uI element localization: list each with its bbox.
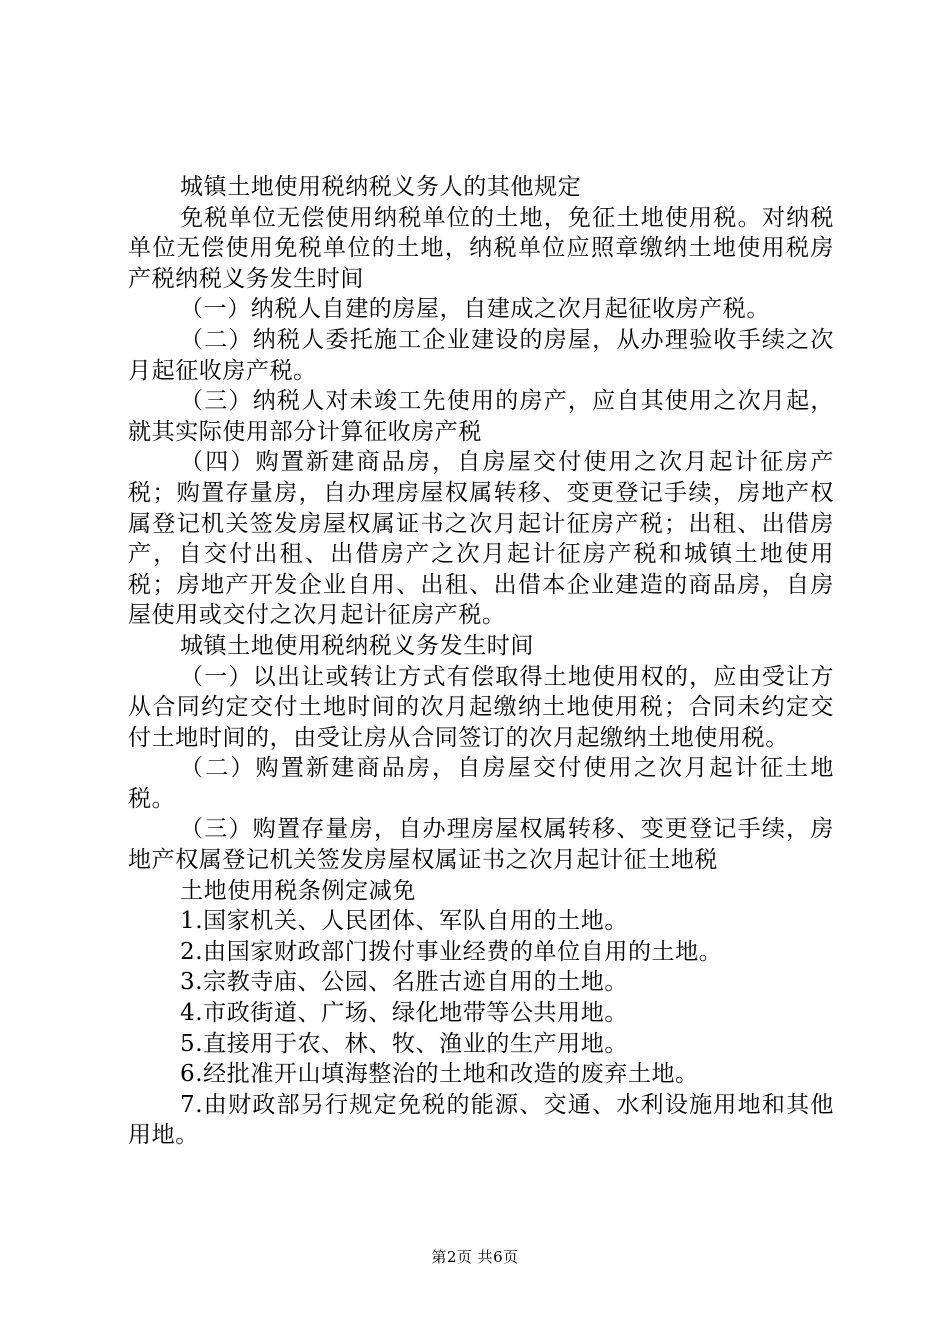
paragraph-heading-exemptions: 土地使用税条例定减免 <box>180 877 416 904</box>
paragraph-land-item-3: （三）购置存量房，自办理房屋权属转移、变更登记手续，房地产权属登记机关签发房屋权属证书之次月起计征土地税 <box>128 816 834 874</box>
list-item-exemption-2: 2.由国家财政部门拨付事业经费的单位自用的土地。 <box>180 938 723 965</box>
page-number: 第2页 共6页 <box>431 1248 519 1266</box>
paragraph-property-item-3: （三）纳税人对未竣工先使用的房产，应自其使用之次月起，就其实际使用部分计算征收房产税 <box>128 388 834 445</box>
paragraph-land-item-1: （一）以出让或转让方式有偿取得土地使用权的，应由受让方从合同约定交付土地时间的次月起缴纳土地使用税；合同未约定交付土地时间的，由受让房从合同签订的次月起缴纳土地使用税。 <box>128 663 834 751</box>
list-item-exemption-3: 3.宗教寺庙、公园、名胜古迹自用的土地。 <box>180 969 628 996</box>
paragraph-heading-land-tax-time: 城镇土地使用税纳税义务发生时间 <box>180 632 534 659</box>
list-item-exemption-5: 5.直接用于农、林、牧、渔业的生产用地。 <box>180 1030 628 1057</box>
paragraph-property-item-2: （二）纳税人委托施工企业建设的房屋，从办理验收手续之次月起征收房产税。 <box>128 326 834 384</box>
list-item-exemption-4: 4.市政街道、广场、绿化地带等公共用地。 <box>180 1000 628 1027</box>
document-body <box>128 172 834 1151</box>
paragraph-land-item-2: （二）购置新建商品房，自房屋交付使用之次月起计征土地税。 <box>128 755 834 812</box>
list-item-exemption-6: 6.经批准开山填海整治的土地和改造的废弃土地。 <box>180 1061 699 1088</box>
paragraph-exempt-unit-rule: 免税单位无偿使用纳税单位的土地，免征土地使用税。对纳税单位无偿使用免税单位的土地，纳税单位应照章缴纳土地使用税房产税纳税义务发生时间 <box>128 204 834 292</box>
paragraph-property-item-1: （一）纳税人自建的房屋，自建成之次月起征收房产税。 <box>180 296 770 323</box>
list-item-exemption-7: 7.由财政部另行规定免税的能源、交通、水利设施用地和其他用地。 <box>128 1091 834 1149</box>
page-footer <box>0 1246 950 1267</box>
list-item-exemption-1: 1.国家机关、人民团体、军队自用的土地。 <box>180 908 628 935</box>
paragraph-heading-land-tax-other-rules: 城镇土地使用税纳税义务人的其他规定 <box>180 174 582 200</box>
paragraph-property-item-4: （四）购置新建商品房，自房屋交付使用之次月起计征房产税；购置存量房，自办理房屋权属转移、变更登记手续，房地产权属登记机关签发房屋权属证书之次月起计征房产税；出租、出借房产，自交付出租、出借房产之次月起计征房产税和城镇土地使用税；房地产开发企业自用、出租、出借本企业建造的商品房，自房屋使用或交付之次月起计征房产税。 <box>128 449 834 629</box>
